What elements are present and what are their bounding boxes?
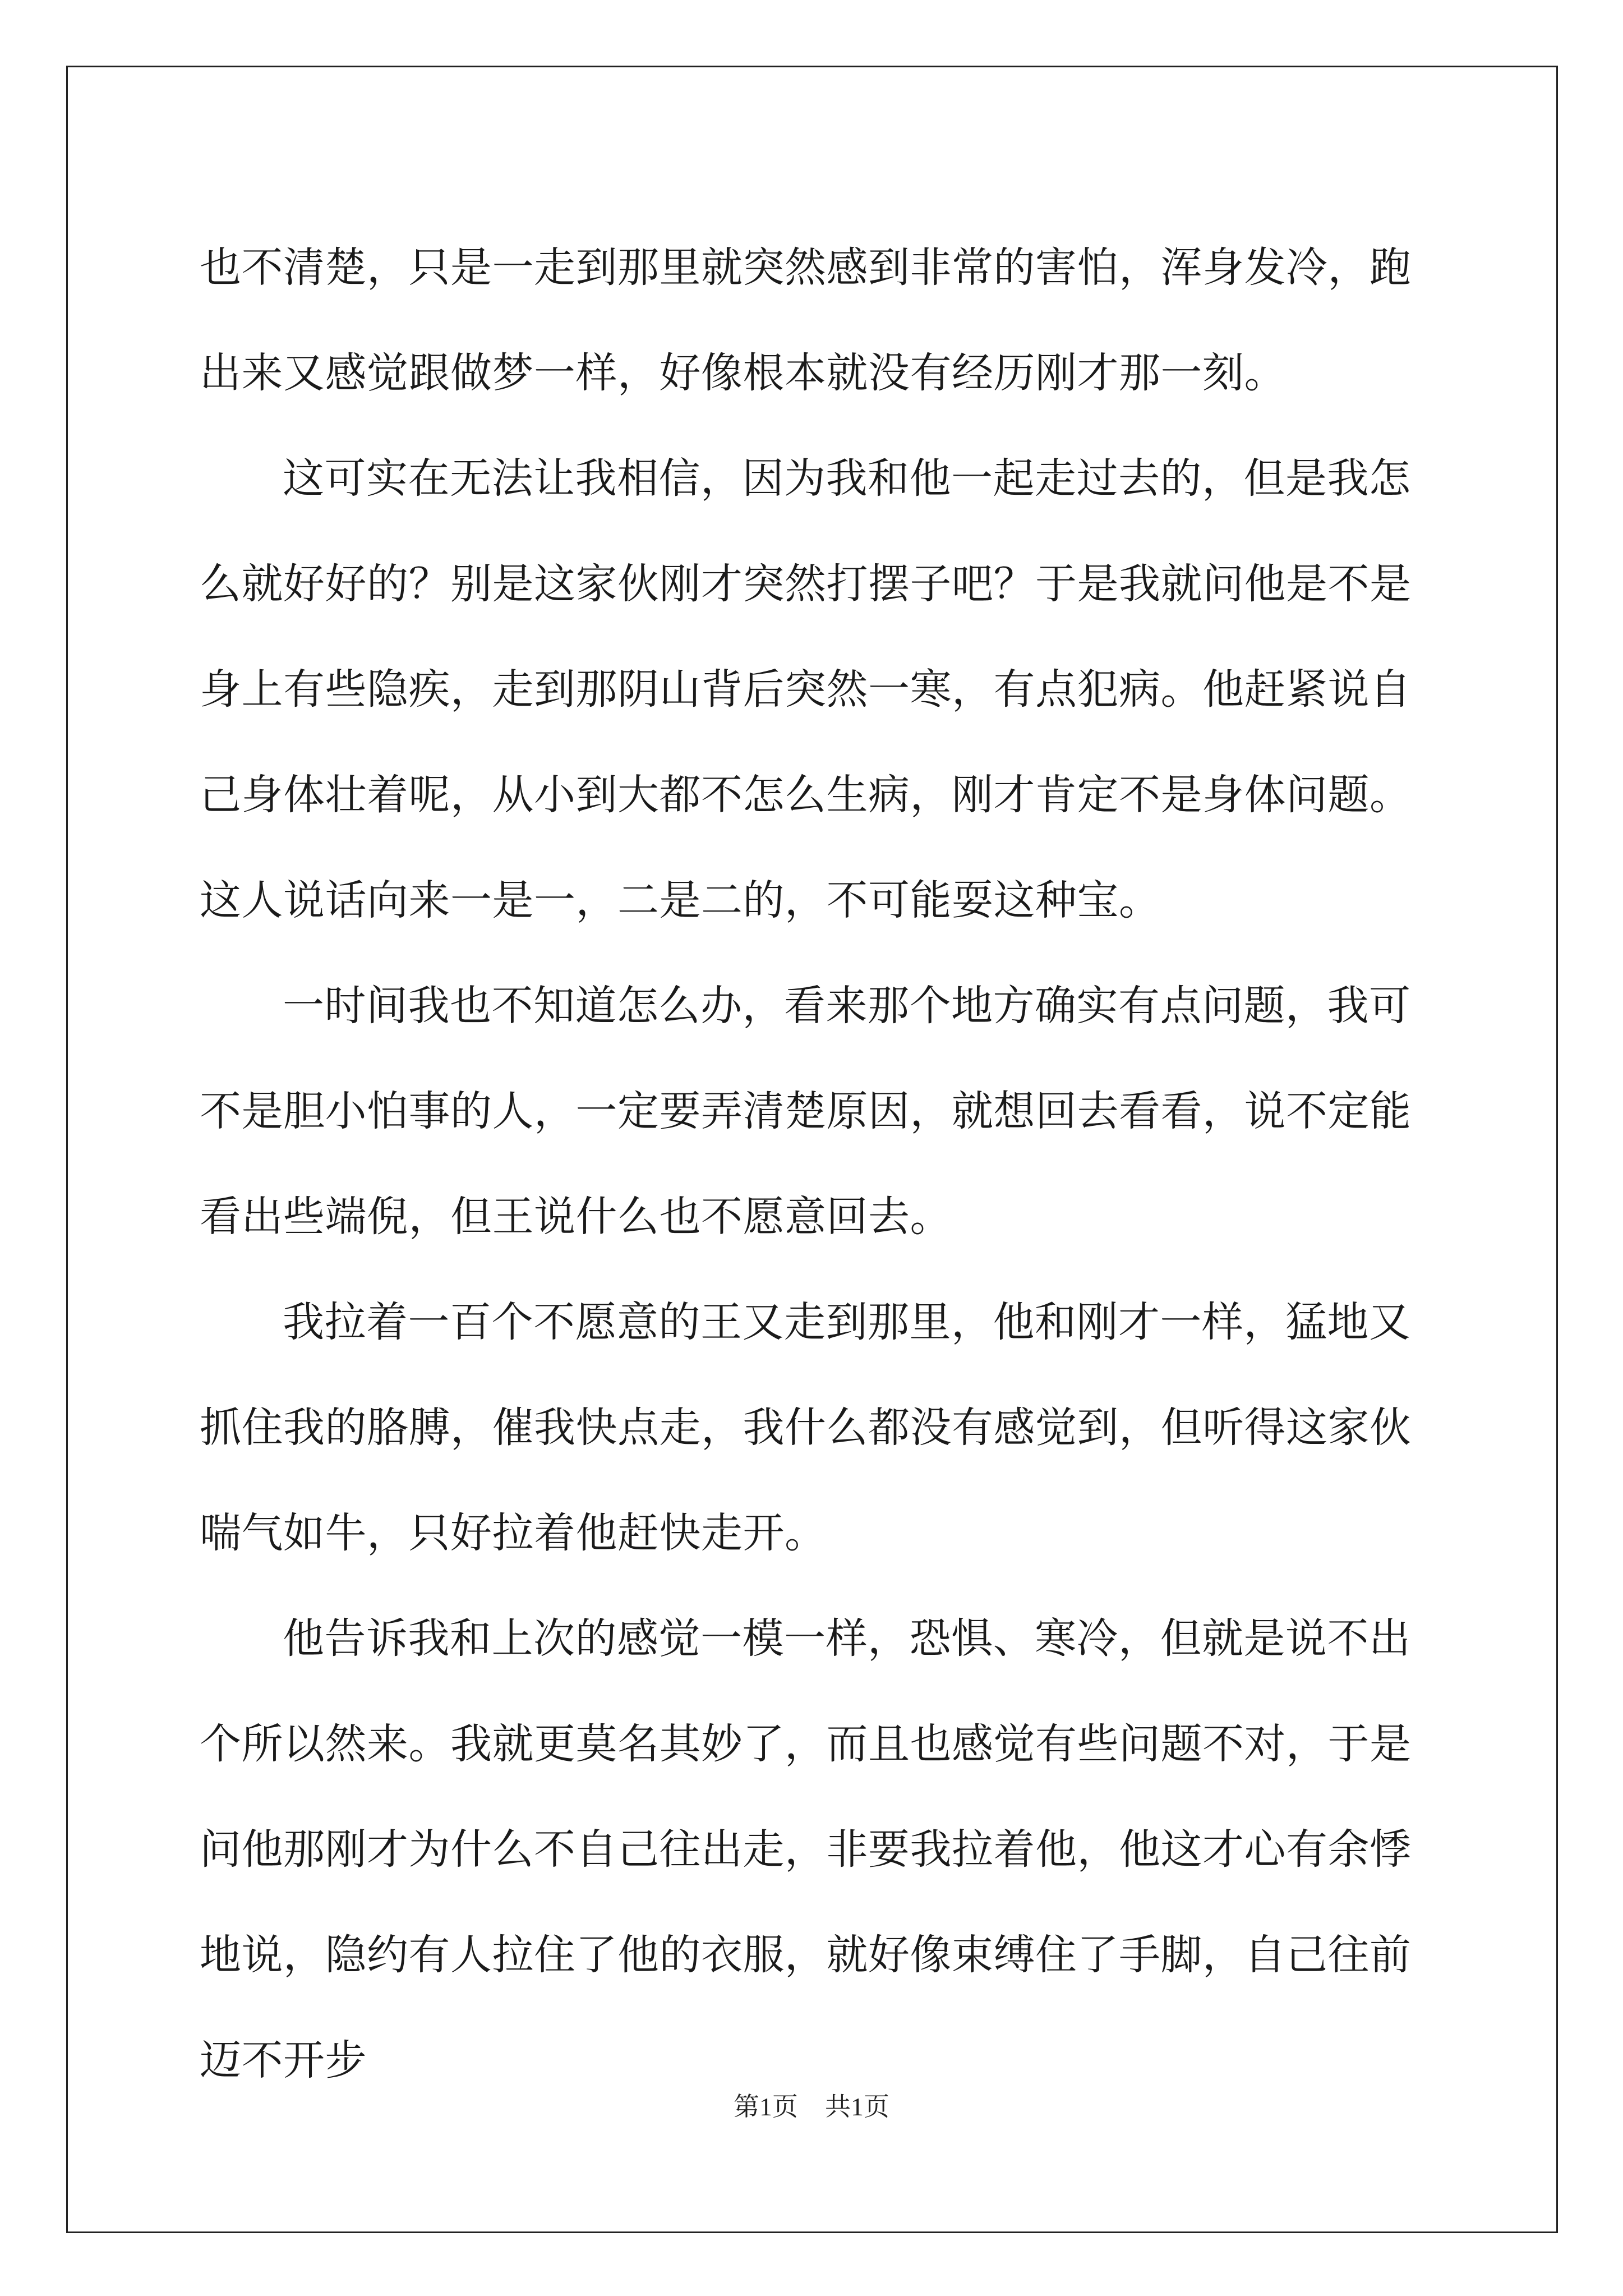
paragraph-4: 我拉着一百个不愿意的王又走到那里，他和刚才一样，猛地又抓住我的胳膊，催我快点走，我什么都没有感觉到，但听得这家伙喘气如牛，只好拉着他赶快走开。 xyxy=(200,1298,1412,1557)
page-number: 第1页 xyxy=(734,2092,798,2121)
paragraph-2: 这可实在无法让我相信，因为我和他一起走过去的，但是我怎么就好好的？别是这家伙刚才突然打摆子吧？于是我就问他是不是身上有些隐疾，走到那阴山背后突然一寒，有点犯病。他赶紧说自己身体壮着呢，从小到大都不怎么生病，刚才肯定不是身体问题。这人说话向来一是一，二是二的，不可能耍这种宝。 xyxy=(200,454,1412,924)
paragraph-1: 也不清楚，只是一走到那里就突然感到非常的害怕，浑身发冷，跑出来又感觉跟做梦一样，好像根本就没有经历刚才那一刻。 xyxy=(200,243,1412,397)
document-body xyxy=(200,215,1428,2113)
paragraph-3: 一时间我也不知道怎么办，看来那个地方确实有点问题，我可不是胆小怕事的人，一定要弄清楚原因，就想回去看看，说不定能看出些端倪，但王说什么也不愿意回去。 xyxy=(200,982,1412,1241)
page-footer xyxy=(0,2090,1623,2124)
page-total: 共1页 xyxy=(825,2092,889,2121)
paragraph-5: 他告诉我和上次的感觉一模一样，恐惧、寒冷，但就是说不出个所以然来。我就更莫名其妙了，而且也感觉有些问题不对，于是问他那刚才为什么不自己往出走，非要我拉着他，他这才心有余悸地说，隐约有人拉住了他的衣服，就好像束缚住了手脚，自己往前迈不开步 xyxy=(200,1614,1412,2085)
